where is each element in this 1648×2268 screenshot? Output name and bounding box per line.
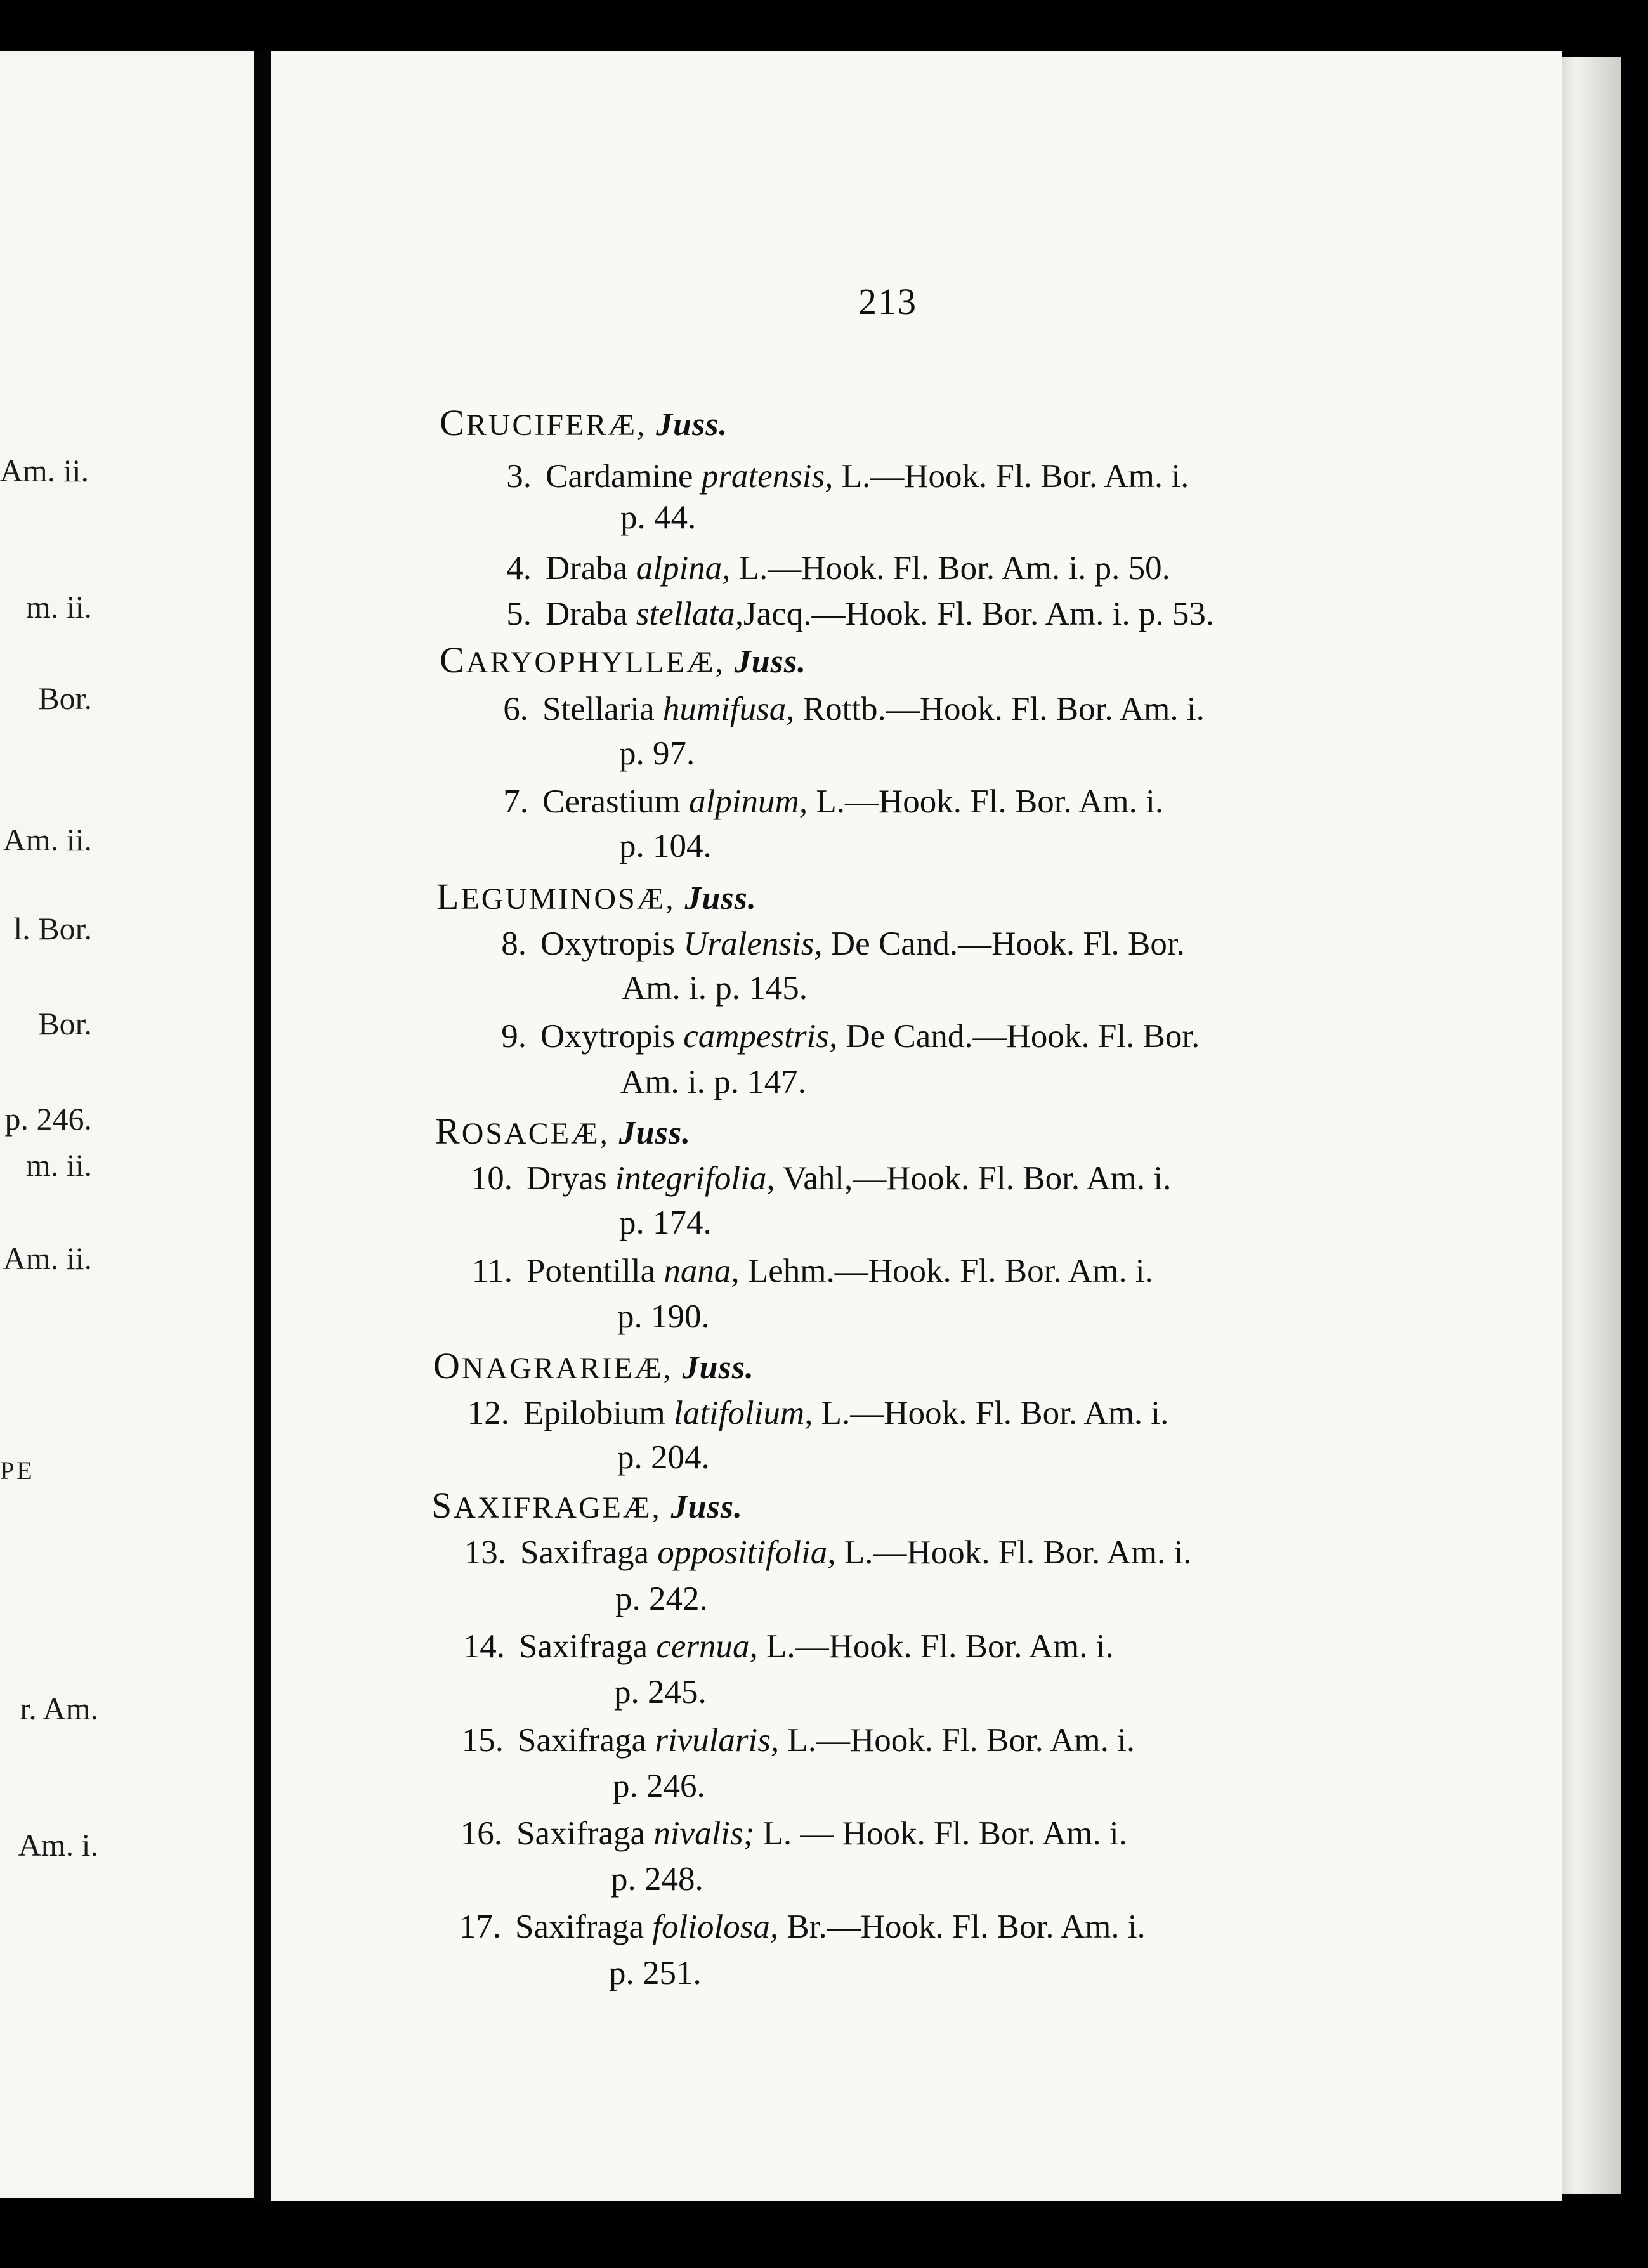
family-heading: CRUCIFERÆ, Juss. — [440, 402, 728, 443]
entry-continuation: p. 190. — [617, 1298, 710, 1335]
left-fragment: r. Am. — [20, 1691, 98, 1726]
entry-continuation: p. 246. — [613, 1768, 705, 1804]
entry-continuation: p. 248. — [611, 1861, 703, 1898]
entry-continuation: p. 204. — [617, 1439, 710, 1476]
book-gutter — [254, 51, 271, 2201]
species-entry: 10. Dryas integrifolia, Vahl,—Hook. Fl. Bor. Am. i. — [470, 1160, 1172, 1197]
entry-continuation: p. 251. — [609, 1955, 702, 1991]
species-entry: 11. Potentilla nana, Lehm.—Hook. Fl. Bor. Am. i. — [471, 1253, 1153, 1289]
species-entry: 7. Cerastium alpinum, L.—Hook. Fl. Bor. Am. i. — [503, 783, 1164, 820]
left-fragment: PE — [0, 1456, 35, 1485]
family-heading: ONAGRARIEÆ, Juss. — [433, 1345, 754, 1386]
left-fragment: p. 246. — [4, 1101, 92, 1137]
left-fragment: Am. ii. — [3, 1241, 92, 1276]
left-fragment: Bor. — [38, 681, 92, 716]
family-heading: SAXIFRAGEÆ, Juss. — [431, 1485, 743, 1526]
left-fragment: l. Bor. — [13, 911, 92, 946]
family-heading: LEGUMINOSÆ, Juss. — [436, 876, 757, 917]
species-entry: 5. Draba stellata,Jacq.—Hook. Fl. Bor. Am. i. p. 53. — [506, 596, 1215, 632]
entry-continuation: p. 97. — [619, 735, 695, 772]
species-entry: 16. Saxifraga nivalis; L. — Hook. Fl. Bor. Am. i. — [460, 1815, 1127, 1852]
left-fragment: Am. ii. — [3, 822, 92, 857]
page-edges — [1557, 57, 1621, 2194]
species-entry: 9. Oxytropis campestris, De Cand.—Hook. Fl. Bor. — [501, 1018, 1200, 1055]
entry-continuation: p. 44. — [620, 499, 696, 536]
entry-continuation: Am. i. p. 147. — [620, 1064, 806, 1100]
species-entry: 4. Draba alpina, L.—Hook. Fl. Bor. Am. i. p. 50. — [506, 550, 1170, 587]
left-fragment: m. ii. — [25, 1147, 92, 1183]
entry-continuation: p. 104. — [619, 828, 712, 864]
family-heading: CARYOPHYLLEÆ, Juss. — [440, 639, 807, 681]
left-page — [0, 51, 254, 2198]
species-entry: 6. Stellaria humifusa, Rottb.—Hook. Fl. Bor. Am. i. — [503, 691, 1205, 727]
species-entry: 8. Oxytropis Uralensis, De Cand.—Hook. Fl. Bor. — [501, 925, 1185, 962]
species-entry: 12. Epilobium latifolium, L.—Hook. Fl. Bor. Am. i. — [467, 1395, 1169, 1431]
left-fragment: m. ii. — [25, 589, 92, 625]
left-fragment: Am. i. — [18, 1827, 98, 1863]
entry-continuation: p. 174. — [619, 1204, 712, 1241]
left-fragment: Bor. — [38, 1006, 92, 1041]
species-entry: 17. Saxifraga foliolosa, Br.—Hook. Fl. Bor. Am. i. — [459, 1908, 1146, 1945]
entry-continuation: p. 245. — [614, 1674, 707, 1711]
species-entry: 3. Cardamine pratensis, L.—Hook. Fl. Bor. Am. i. — [506, 458, 1189, 495]
right-page — [271, 51, 1562, 2201]
entry-continuation: p. 242. — [615, 1580, 708, 1617]
entry-continuation: Am. i. p. 145. — [622, 970, 808, 1007]
species-entry: 15. Saxifraga rivularis, L.—Hook. Fl. Bor. Am. i. — [461, 1722, 1135, 1759]
species-entry: 14. Saxifraga cernua, L.—Hook. Fl. Bor. Am. i. — [462, 1628, 1114, 1665]
left-fragment: Am. ii. — [0, 453, 89, 488]
species-entry: 13. Saxifraga oppositifolia, L.—Hook. Fl. Bor. Am. i. — [464, 1534, 1192, 1571]
family-heading: ROSACEÆ, Juss. — [435, 1111, 691, 1152]
page-number: 213 — [858, 281, 917, 322]
